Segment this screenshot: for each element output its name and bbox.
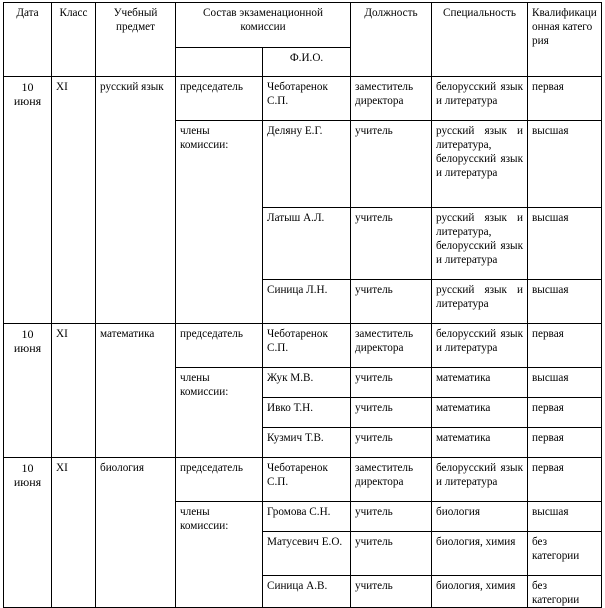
header-date: Дата [4,3,52,77]
member-name: Чеботаренок С.П. [263,458,351,502]
chair-label: председатель [176,324,263,368]
header-specialty: Специальность [432,3,528,77]
member-position: учитель [351,280,432,324]
header-commission: Состав экзаменационной комиссии [176,3,351,48]
member-category: без категории [528,532,602,576]
member-position: учитель [351,428,432,458]
members-label: члены комиссии: [176,368,263,458]
member-category: первая [528,428,602,458]
header-fio-left [176,48,263,77]
member-specialty: белорусский язык и литература [432,458,528,502]
header-category: Квалификационная категория [528,3,602,77]
member-category: первая [528,324,602,368]
chair-label: председатель [176,77,263,121]
member-category: первая [528,398,602,428]
member-position: учитель [351,576,432,608]
member-position: заместитель директора [351,77,432,121]
member-position: учитель [351,532,432,576]
table-row [4,77,602,121]
member-specialty: математика [432,398,528,428]
header-row [4,3,602,48]
member-category: без категории [528,576,602,608]
member-specialty: биология, химия [432,576,528,608]
member-name: Чеботаренок С.П. [263,324,351,368]
member-name: Громова С.Н. [263,502,351,532]
member-specialty: математика [432,428,528,458]
table-row [4,458,602,502]
member-position: учитель [351,368,432,398]
group-subject: биология [96,458,176,608]
member-name: Синица А.В. [263,576,351,608]
member-specialty: математика [432,368,528,398]
group-class: XI [52,324,96,458]
member-category: высшая [528,368,602,398]
member-position: заместитель директора [351,324,432,368]
group-subject: математика [96,324,176,458]
member-category: высшая [528,208,602,280]
group-date: 10 июня [4,77,52,324]
member-specialty: русский язык и литература [432,280,528,324]
exam-commission-table [3,2,602,608]
member-name: Синица Л.Н. [263,280,351,324]
member-specialty: биология [432,502,528,532]
member-position: учитель [351,398,432,428]
member-name: Кузмич Т.В. [263,428,351,458]
member-specialty: белорусский язык и литература [432,77,528,121]
member-category: высшая [528,280,602,324]
member-specialty: русский язык и литература, белорусский язык и литература [432,121,528,208]
member-category: первая [528,458,602,502]
group-class: XI [52,77,96,324]
member-category: первая [528,77,602,121]
member-position: заместитель директора [351,458,432,502]
member-position: учитель [351,502,432,532]
member-name: Матусевич Е.О. [263,532,351,576]
group-class: XI [52,458,96,608]
member-position: учитель [351,208,432,280]
members-label: члены комиссии: [176,502,263,608]
member-specialty: биология, химия [432,532,528,576]
group-subject: русский язык [96,77,176,324]
member-name: Чеботаренок С.П. [263,77,351,121]
member-specialty: русский язык и литература, белорусский язык и литература [432,208,528,280]
member-category: высшая [528,121,602,208]
header-class: Класс [52,3,96,77]
member-name: Жук М.В. [263,368,351,398]
member-specialty: белорусский язык и литература [432,324,528,368]
header-subject: Учебный предмет [96,3,176,77]
group-date: 10 июня [4,458,52,608]
chair-label: председатель [176,458,263,502]
table-row [4,324,602,368]
member-position: учитель [351,121,432,208]
header-position: Должность [351,3,432,77]
members-label: члены комиссии: [176,121,263,324]
header-fio: Ф.И.О. [263,48,351,77]
member-name: Ивко Т.Н. [263,398,351,428]
member-category: высшая [528,502,602,532]
group-date: 10 июня [4,324,52,458]
member-name: Деляну Е.Г. [263,121,351,208]
member-name: Латыш А.Л. [263,208,351,280]
